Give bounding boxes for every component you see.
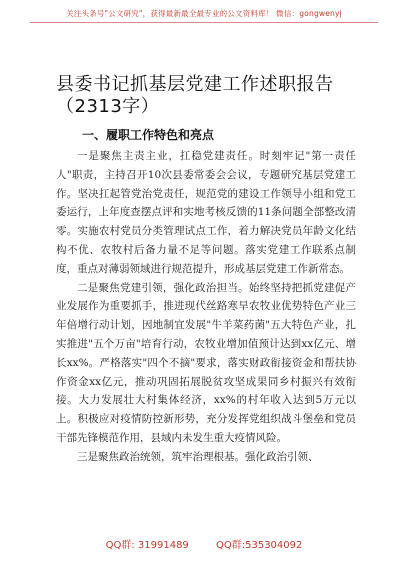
header-promo-note: 关注头条号"公文研究"，获得最新最全最专业的公文资料库！ 微信：gongwenyj — [66, 9, 342, 18]
section-heading: 一、履职工作特色和亮点 — [82, 128, 215, 142]
document-title: 县委书记抓基层党建工作述职报告（2313字） — [56, 74, 334, 117]
footer-qq-group-1: QQ群: 31991489 — [105, 540, 189, 551]
header-divider — [30, 22, 378, 23]
footer-qq-group-2: QQ群:535304092 — [216, 540, 303, 551]
document-body — [56, 147, 356, 467]
paragraph-3: 三是聚焦政治统领，筑牢治理根基。强化政治引领、 — [77, 450, 319, 463]
paragraph-2: 二是聚焦党建引领，强化政治担当。始终坚持把抓党建促产业发展作为重要抓手，推进现代丝路寒旱农牧业优势特色产业三年倍增行动计划，因地制宜发展"牛羊菜药菌"五大特色产业，扎实推进"五个万亩"培育行动，农牧业增加值预计达到xx亿元、增长xx%。严格落实"四个不摘"要求，落实财政衔接资金和帮扶协作资金xx亿元，推动巩固拓展脱贫攻坚成果同乡村振兴有效衔接。大力发展壮大村集体经济，xx%的村年收入达到5万元以上。积极应对疫情防控新形势，充分发挥党组织战斗堡垒和党员干部先锋模范作用，县域内未发生重大疫情风险。 — [56, 281, 356, 444]
paragraph-1: 一是聚焦主责主业，扛稳党建责任。时刻牢记"第一责任人"职责，主持召开10次县委常委会会议，专题研究基层党建工作。坚决扛起管党治党责任，规范党的建设工作领导小组和党工委运行，上年度查摆点评和实地考核反馈的11条问题全部整改清零。实施农村党员分类管理试点工作，着力解决党员年龄文化结构不优、农牧村后备力量不足等问题。落实党建工作联系点制度，重点对薄弱领域进行规范提升，形成基层党建工作新常态。 — [56, 150, 356, 275]
footer-contact — [0, 536, 408, 551]
